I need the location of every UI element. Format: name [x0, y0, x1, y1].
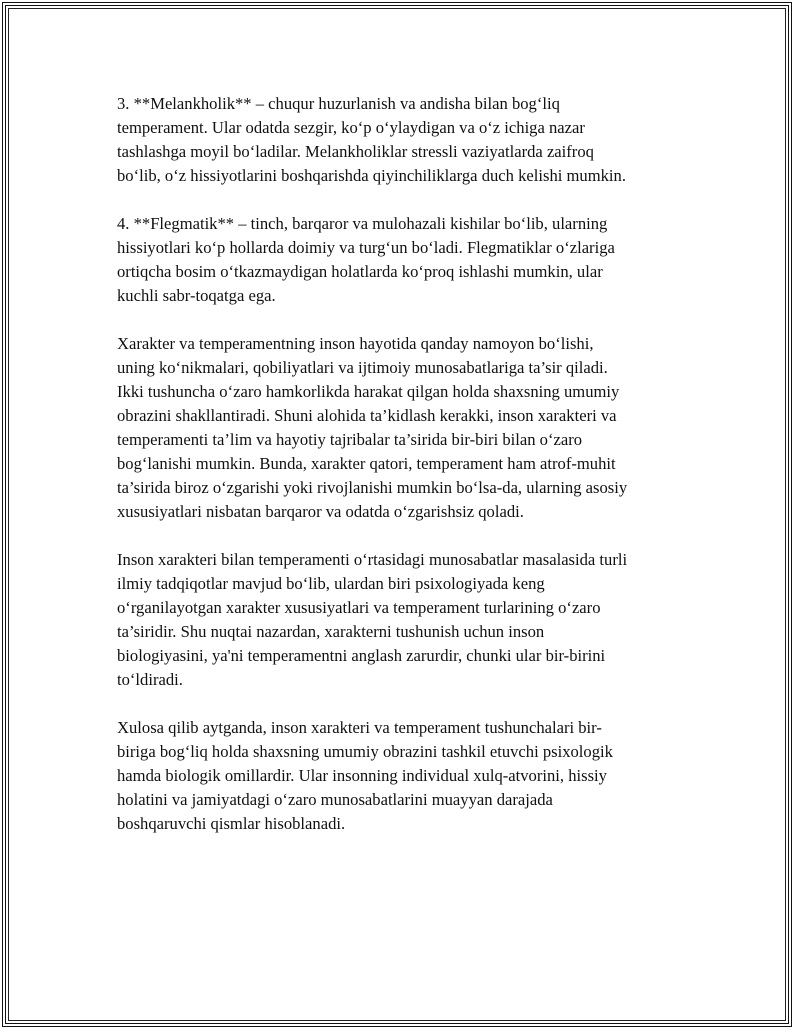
paragraph-conclusion: Xulosa qilib aytganda, inson xarakteri va temperament tushunchalari bir- biriga bog‘liq holda shaxsning umumiy obrazini tashkil etuvchi psixologik hamda biologik omillardir. Ular insonning individual xulq-atvorini, hissiy holatini va jamiyatdagi o‘zaro munosabatlarini muayyan darajada boshqaruvchi qismlar hisoblanadi.	[117, 718, 613, 833]
paragraph-research: Inson xarakteri bilan temperamenti o‘rtasidagi munosabatlar masalasida turli ilmiy tadqiqotlar mavjud bo‘lib, ulardan biri psixologiyada keng o‘rganilayotgan xarakter xususiyatlari va temperament turlarining o‘zaro ta’siridir. Shu nuqtai nazardan, xarakterni tushunish uchun inson biologiyasini, ya'ni temperamentni anglash zarurdir, chunki ular bir-birini to‘ldiradi.	[117, 550, 628, 689]
paragraph-flegmatik: 4. **Flegmatik** – tinch, barqaror va mulohazali kishilar bo‘lib, ularning hissiyotlari ko‘p hollarda doimiy va turg‘un bo‘ladi. Flegmatiklar o‘zlariga ortiqcha bosim o‘tkazmaydigan holatlarda ko‘proq ishlashi mumkin, ular kuchli sabr-toqatga ega.	[117, 214, 615, 305]
paragraph-melankholik: 3. **Melankholik** – chuqur huzurlanish va andisha bilan bog‘liq temperament. Ular odatda sezgir, ko‘p o‘ylaydigan va o‘z ichiga nazar tashlashga moyil bo‘ladilar. Melankholiklar stressli vaziyatlarda zaifroq bo‘lib, o‘z hissiyotlarini boshqarishda qiyinchiliklarga duch kelishi mumkin.	[117, 94, 626, 185]
document-body	[117, 92, 677, 860]
paragraph-character-temperament: Xarakter va temperamentning inson hayotida qanday namoyon bo‘lishi, uning ko‘nikmalari, qobiliyatlari va ijtimoiy munosabatlariga ta’sir qiladi. Ikki tushuncha o‘zaro hamkorlikda harakat qilgan holda shaxsning umumiy obrazini shakllantiradi. Shuni alohida ta’kidlash kerakki, inson xarakteri va temperamenti ta’lim va hayotiy tajribalar ta’sirida bir-biri bilan o‘zaro bog‘lanishi mumkin. Bunda, xarakter qatori, temperament ham atrof-muhit ta’sirida biroz o‘zgarishi yoki rivojlanishi mumkin bo‘lsa-da, ularning asosiy xususiyatlari nisbatan barqaror va odatda o‘zgarishsiz qoladi.	[117, 334, 628, 521]
